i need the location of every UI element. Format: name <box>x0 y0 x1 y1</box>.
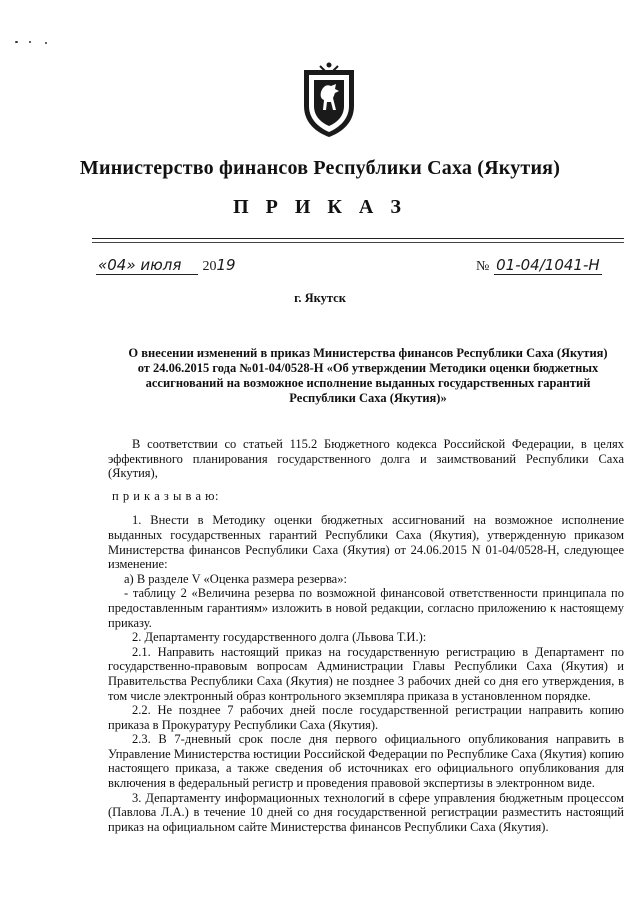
city: г. Якутск <box>294 291 346 305</box>
paragraph-1a: а) В разделе V «Оценка размера резерва»: <box>124 571 347 586</box>
subject-line: Республики Саха (Якутия)» <box>289 391 447 405</box>
subject-line: ассигнований на возможное исполнение выданных государственных гарантий <box>145 376 591 390</box>
date-year-handwritten: 19 <box>216 256 236 274</box>
header-rule <box>92 238 624 239</box>
order-date <box>96 256 236 275</box>
date-open-quote: « <box>98 256 108 274</box>
date-year-printed: 20 <box>202 259 217 274</box>
date-month: июля <box>140 256 182 274</box>
paragraph-1b: - таблицу 2 «Величина резерва по возможной финансовой ответственности принципала по предоставленным гарантиям» изложить в новой редакции, согласно приложению к настоящему приказу. <box>108 586 624 630</box>
date-day: 04 <box>107 256 127 274</box>
paragraph-2-2: 2.2. Не позднее 7 рабочих дней после государственной регистрации направить копию приказа в Прокуратуру Республики Саха (Якутия). <box>108 703 624 732</box>
paragraph-2-3: 2.3. В 7-дневный срок после дня первого официального опубликования направить в Управление Министерства юстиции Российской Федерации по Республике Саха (Якутия) копию настоящего приказа, а также сведения об источниках его официального опубликования для включения в федеральный регистр и проведения правовой экспертизы в электронном виде. <box>108 732 624 791</box>
paragraph-2: 2. Департаменту государственного долга (Львова Т.И.): <box>132 630 427 645</box>
order-number <box>476 256 602 275</box>
date-close-quote: » <box>126 256 136 274</box>
paragraph-1: 1. Внести в Методику оценки бюджетных ассигнований на возможное исполнение выданных государственных гарантий Республики Саха (Якутия), утвержденную приказом Министерства финансов Республики Саха (Якутия) от 24.06.2015 N 01-04/0528-Н, следующее изменение: <box>108 513 624 572</box>
paragraph-2-1: 2.1. Направить настоящий приказ на государственную регистрацию в Департамент по государственно-правовым вопросам Администрации Главы Республики Саха (Якутия) и Правительства Республики Саха (Якутия) не позднее 3 рабочих дней со дня его утверждения, в том числе электронный образ контрольного экземпляра приказа в установленном порядке. <box>108 644 624 703</box>
coat-of-arms-emblem <box>300 62 358 138</box>
document-type: П Р И К А З <box>233 196 407 218</box>
order-word: п р и к а з ы в а ю: <box>112 488 219 503</box>
subject-line: О внесении изменений в приказ Министерства финансов Республики Саха (Якутия) <box>128 346 608 360</box>
order-subject <box>108 346 628 406</box>
order-body <box>108 437 624 834</box>
ministry-name: Министерство финансов Республики Саха (Якутия) <box>79 157 561 179</box>
intro-paragraph: В соответствии со статьей 115.2 Бюджетного кодекса Российской Федерации, в целях эффективного планирования государственного долга и заимствований Республики Саха (Якутия), <box>108 437 624 481</box>
number-handwritten: 01-04/1041-Н <box>496 256 600 274</box>
paragraph-3: 3. Департаменту информационных технологий в сфере управления бюджетным процессом (Павлова Л.А.) в течение 10 дней со дня государственной регистрации разместить настоящий приказ на официальном сайте Министерства финансов Республики Саха (Якутия). <box>108 790 624 834</box>
number-sign: № <box>476 259 490 274</box>
subject-line: от 24.06.2015 года №01-04/0528-Н «Об утверждении Методики оценки бюджетных <box>137 361 599 375</box>
header-rule-thin <box>92 242 624 243</box>
